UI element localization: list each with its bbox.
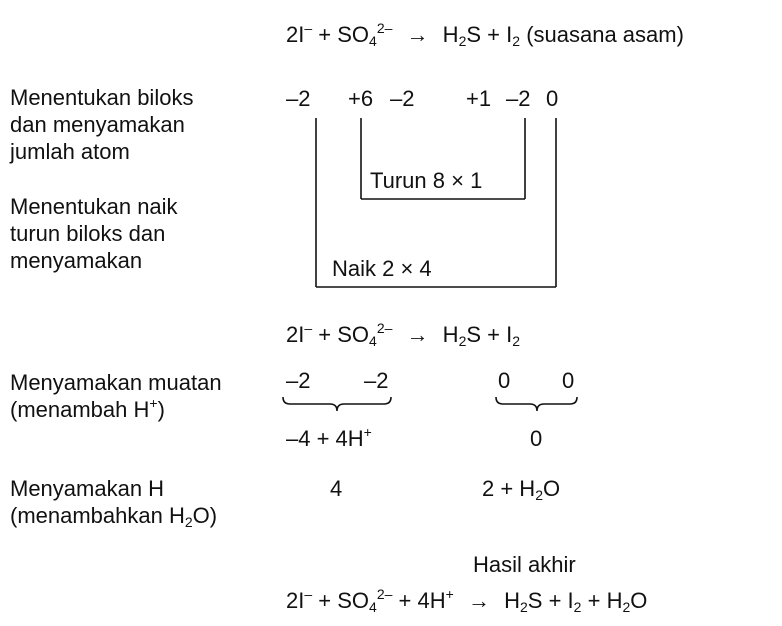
h-right-value: $2 + H_2O$ xyxy=(482,476,561,503)
reaction-arrow: → xyxy=(406,22,429,47)
reactant-iodide: 2I– xyxy=(286,20,313,47)
condition-note: (suasana asam) xyxy=(526,22,684,47)
left-charge-brace xyxy=(283,397,391,411)
step-naik-turun-label: Menentukan naik turun biloks dan menyamakan xyxy=(10,194,178,273)
charge-value: 0 xyxy=(498,368,511,393)
oxidation-number: +6 xyxy=(348,86,374,111)
step-biloks-label: Menentukan biloks dan menyamakan jumlah atom xyxy=(10,85,194,164)
product-iodine: $I_2$ xyxy=(506,22,521,49)
naik-label: Naik 2 × 4 xyxy=(332,256,432,281)
charge-value: –2 xyxy=(286,368,311,393)
right-charge-brace xyxy=(496,397,577,411)
h-left-value: 4 xyxy=(330,476,343,501)
equation-initial: $2I^- + SO_4^{2-} \to H_2S + I_2$ (suasana asam) xyxy=(286,20,684,49)
product-h2s: $H_2S$ xyxy=(442,22,482,49)
turun-label: Turun 8 × 1 xyxy=(370,168,483,193)
charge-value: 0 xyxy=(562,368,575,393)
oxidation-number: –2 xyxy=(390,86,415,111)
equation-final: $2I^- + SO_4^{2-} + 4H^+ \to H_2S + I_2 + H_2O$ xyxy=(286,586,648,615)
result-heading: Hasil akhir xyxy=(473,552,576,577)
oxidation-number: 0 xyxy=(546,86,559,111)
left-charge-sum: –4 + 4H+ xyxy=(286,424,372,451)
right-charge-sum: 0 xyxy=(530,426,543,451)
charge-value: –2 xyxy=(364,368,389,393)
step-muatan-label: Menyamakan muatan (menambah H+) xyxy=(10,370,222,422)
oxidation-number: –2 xyxy=(286,86,311,111)
reactant-sulfate: $SO_4^{2-}$ xyxy=(337,20,393,49)
equation-second: $2I^- + SO_4^{2-} \to H_2S + I_2$ xyxy=(286,320,521,349)
oxidation-number: –2 xyxy=(506,86,531,111)
oxidation-number: +1 xyxy=(466,86,492,111)
step-h-label: Menyamakan H (menambahkan $H_2O$) xyxy=(10,476,218,530)
